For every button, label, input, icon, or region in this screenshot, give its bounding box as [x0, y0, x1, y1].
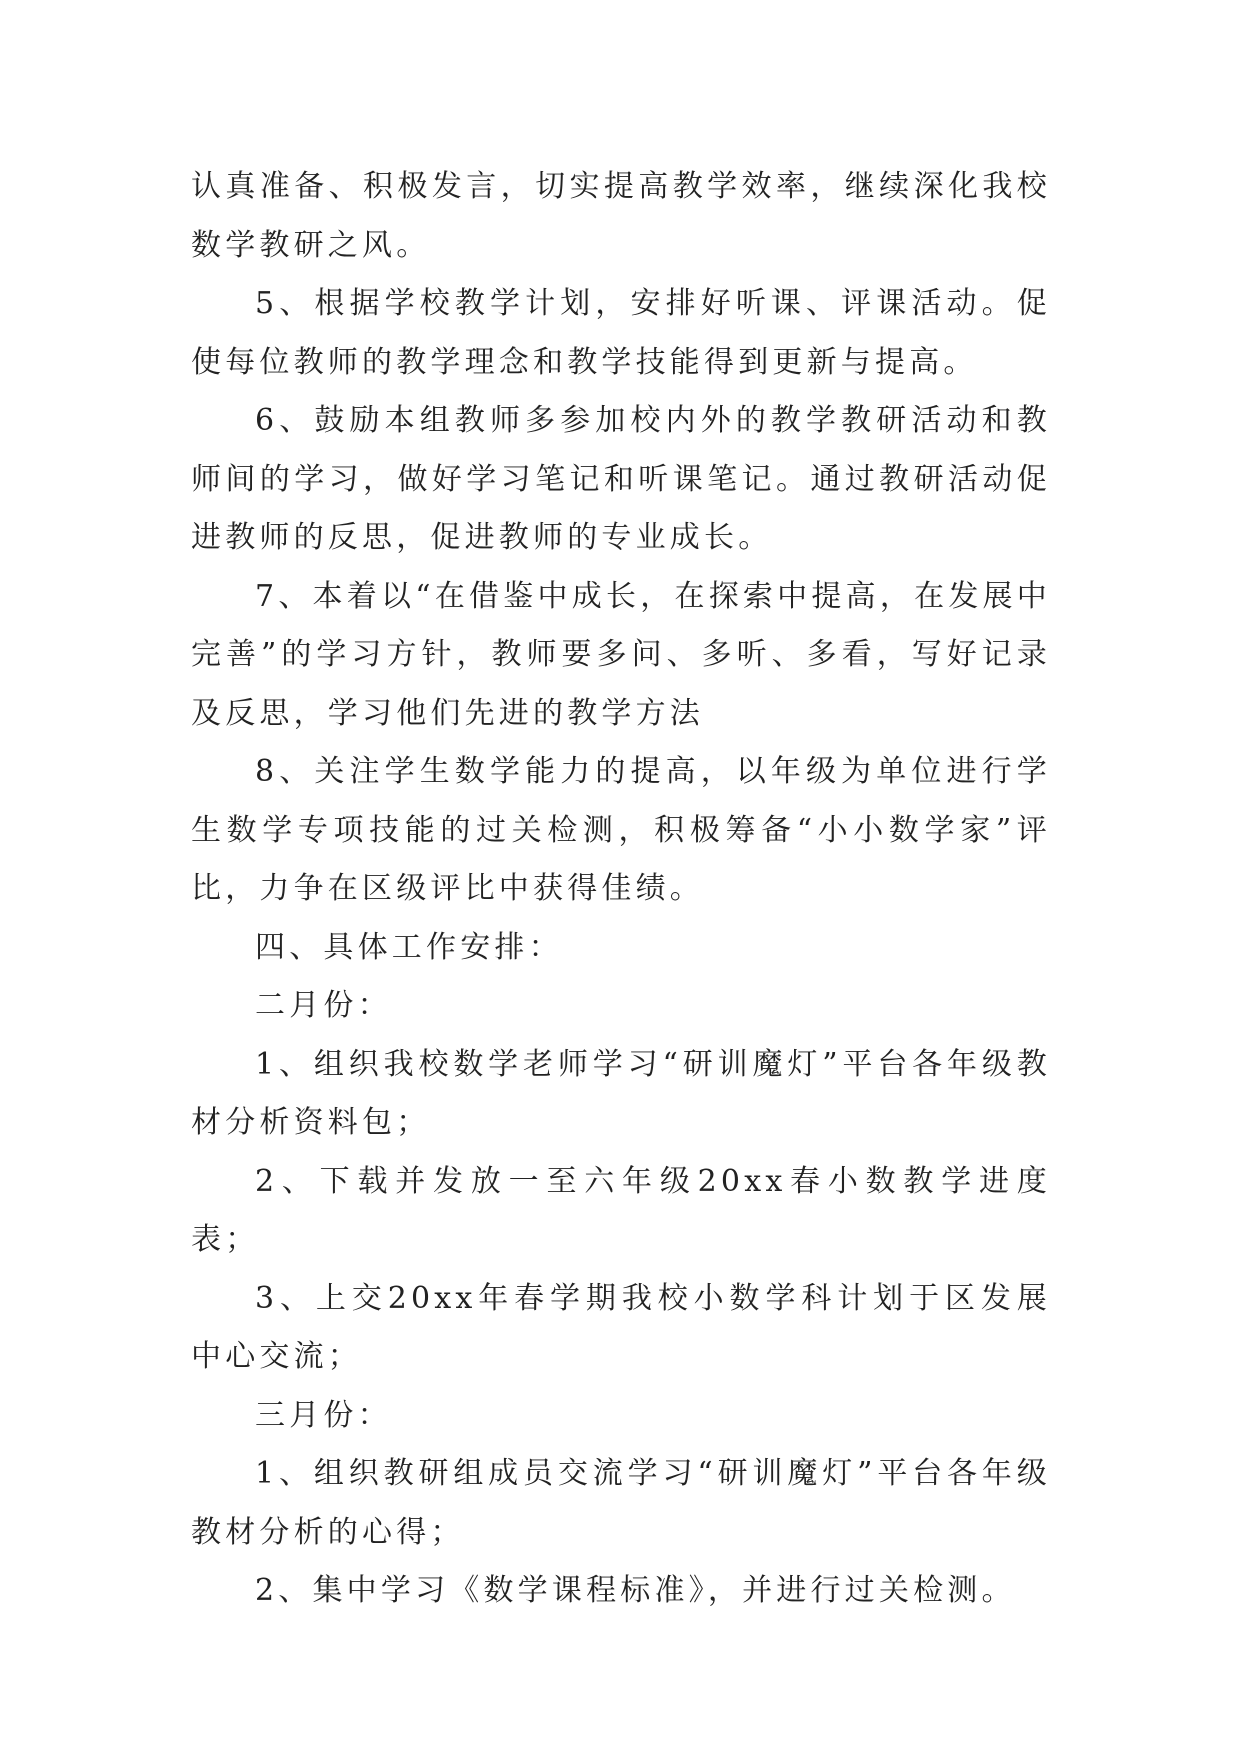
list-item: 1、组织教研组成员交流学习“研训魔灯”平台各年级教材分析的心得； — [191, 1456, 1051, 1550]
month-heading: 三月份： — [255, 1397, 392, 1433]
list-item: 2、集中学习《数学课程标准》，并进行过关检测。 — [255, 1573, 1016, 1608]
month-heading: 二月份： — [255, 988, 392, 1023]
paragraph: 7、本着以“在借鉴中成长，在探索中提高，在发展中完善”的学习方针，教师要多问、多听、多看，写好记录及反思，学习他们先进的教学方法 — [191, 578, 1051, 731]
list-item: 1、组织我校数学老师学习“研训魔灯”平台各年级教材分析资料包； — [191, 1046, 1051, 1140]
paragraph: 6、鼓励本组教师多参加校内外的教学教研活动和教师间的学习，做好学习笔记和听课笔记。通过教研活动促进教师的反思，促进教师的专业成长。 — [191, 403, 1051, 555]
list-item: 2、下载并发放一至六年级20xx春小数教学进度表； — [191, 1163, 1051, 1257]
document-body — [191, 158, 1051, 1621]
paragraph: 5、根据学校教学计划，安排好听课、评课活动。促使每位教师的教学理念和教学技能得到更新与提高。 — [191, 286, 1051, 380]
section-heading: 四、具体工作安排： — [255, 929, 563, 965]
list-item: 3、上交20xx年春学期我校小数学科计划于区发展中心交流； — [191, 1280, 1051, 1374]
paragraph: 8、关注学生数学能力的提高，以年级为单位进行学生数学专项技能的过关检测，积极筹备“小小数学家”评比，力争在区级评比中获得佳绩。 — [191, 754, 1051, 906]
paragraph: 认真准备、积极发言，切实提高教学效率，继续深化我校数学教研之风。 — [191, 169, 1051, 263]
